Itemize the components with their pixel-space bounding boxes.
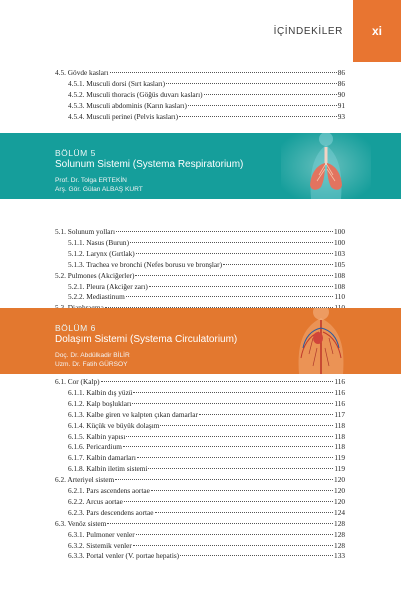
- toc-entry-label: 6.1.8. Kalbin iletim sistemi: [68, 464, 148, 474]
- chapter-title: Solunum Sistemi (Systema Respiratorium): [55, 159, 244, 170]
- toc-entry: [68, 508, 345, 518]
- chapter-title: Dolaşım Sistemi (Systema Circulatorium): [55, 334, 238, 345]
- chapter-5-banner: [0, 133, 401, 199]
- toc-leader-dots: [148, 468, 333, 469]
- toc-entry-label: 6.1.2. Kalp boşlukları: [68, 398, 132, 408]
- chapter-author: Arş. Gör. Gülan ALBAŞ KURT: [55, 186, 143, 193]
- toc-entry-label: 5.2. Pulmones (Akciğerler): [55, 270, 135, 280]
- toc-leader-dots: [132, 403, 333, 404]
- toc-entry-page: 117: [334, 409, 345, 419]
- toc-entry-page: 108: [334, 270, 345, 280]
- toc-entry-page: 116: [334, 387, 345, 397]
- toc-entry-label: 5.1.1. Nasus (Burun): [68, 237, 130, 247]
- toc-leader-dots: [133, 545, 333, 546]
- toc-entry: [68, 410, 345, 420]
- lungs-illustration-icon: [281, 133, 371, 199]
- toc-leader-dots: [223, 264, 333, 265]
- toc-entry: [68, 249, 345, 259]
- toc-entry: [68, 530, 345, 540]
- toc-leader-dots: [110, 72, 337, 73]
- toc-entry: [68, 453, 345, 463]
- toc-leader-dots: [116, 231, 333, 232]
- chapter-number: BÖLÜM 6: [55, 323, 96, 333]
- toc-leader-dots: [137, 457, 333, 458]
- toc-entry-label: 4.5.1. Musculi dorsi (Sırt kasları): [68, 78, 166, 88]
- chapter-author: Doç. Dr. Abdülkadir BİLİR: [55, 352, 130, 359]
- toc-entry: [68, 421, 345, 431]
- chapter-number: BÖLÜM 5: [55, 148, 96, 158]
- toc-entry: [68, 497, 345, 507]
- toc-entry-page: 90: [337, 89, 345, 99]
- toc-entry-label: 6.2.1. Pars ascendens aortae: [68, 486, 150, 495]
- toc-leader-dots: [135, 275, 333, 276]
- toc-leader-dots: [188, 105, 337, 106]
- chapter-author: Uzm. Dr. Fatih GÜRSOY: [55, 361, 128, 368]
- toc-entry: [68, 79, 345, 89]
- toc-leader-dots: [124, 501, 333, 502]
- toc-entry: [68, 551, 345, 561]
- toc-entry-label: 4.5.3. Musculi abdominis (Karın kasları): [68, 100, 187, 110]
- toc-entry: [68, 541, 345, 551]
- toc-leader-dots: [179, 116, 337, 117]
- toc-entry-page: 120: [334, 486, 345, 495]
- page-number: xi: [353, 0, 401, 62]
- toc-entry-page: 118: [334, 431, 345, 441]
- toc-entry: [68, 292, 345, 302]
- toc-leader-dots: [180, 555, 333, 556]
- toc-entry-page: 120: [334, 496, 345, 506]
- toc-entry-page: 91: [337, 100, 345, 110]
- toc-leader-dots: [123, 446, 333, 447]
- toc-entry: [68, 464, 345, 474]
- toc-leader-dots: [107, 523, 333, 524]
- toc-leader-dots: [133, 392, 333, 393]
- toc-entry: [68, 238, 345, 248]
- toc-entry-label: 4.5.4. Musculi perinei (Pelvis kasları): [68, 111, 179, 121]
- toc-leader-dots: [126, 296, 334, 297]
- toc-entry-page: 86: [337, 78, 345, 88]
- header-title: İÇİNDEKİLER: [273, 26, 343, 37]
- toc-leader-dots: [199, 414, 333, 415]
- toc-entry-page: 116: [334, 398, 345, 408]
- toc-entry-label: 6.1.6. Pericardium: [68, 442, 122, 452]
- toc-entry-label: 4.5.2. Musculi thoracis (Göğüs duvarı kasları): [68, 89, 203, 99]
- toc-entry-page: 86: [337, 68, 345, 77]
- toc-entry: [68, 112, 345, 122]
- toc-entry-label: 6.1.7. Kalbin damarları: [68, 453, 136, 463]
- toc-entry-page: 118: [334, 442, 345, 452]
- toc-entry-label: 4.5. Gövde kasları: [55, 68, 109, 77]
- toc-entry: [68, 486, 345, 496]
- toc-entry-page: 103: [334, 248, 345, 258]
- toc-entry-page: 120: [334, 475, 345, 485]
- toc-entry-label: 6.1.1. Kalbin dış yüzü: [68, 387, 133, 397]
- toc-entry-page: 128: [334, 529, 345, 539]
- toc-entry-label: 6.1.4. Küçük ve büyük dolaşım: [68, 420, 160, 430]
- chapter-6-banner: [0, 308, 401, 374]
- toc-entry: [68, 260, 345, 270]
- toc-entry-label: 5.2.1. Pleura (Akciğer zarı): [68, 281, 148, 291]
- toc-entry: [68, 388, 345, 398]
- toc-entry: [55, 475, 345, 485]
- toc-entry-page: 118: [334, 420, 345, 430]
- toc-entry-page: 93: [337, 111, 345, 121]
- toc-entry: [68, 101, 345, 111]
- toc-leader-dots: [149, 286, 333, 287]
- toc-entry-label: 6.2.3. Pars descendens aortae: [68, 507, 154, 517]
- toc-entry-page: 128: [334, 540, 345, 550]
- toc-entry: [68, 442, 345, 452]
- toc-entry-page: 105: [334, 259, 345, 269]
- toc-entry: [55, 519, 345, 529]
- toc-entry-label: 6.1.5. Kalbin yapısı: [68, 431, 126, 441]
- toc-leader-dots: [126, 436, 333, 437]
- toc-entry-label: 6.3.1. Pulmoner venler: [68, 529, 135, 539]
- toc-entry-page: 119: [334, 453, 345, 463]
- toc-entry-page: 119: [334, 464, 345, 474]
- toc-leader-dots: [155, 512, 334, 513]
- toc-entry-label: 6.2. Arteriyel sistem: [55, 475, 115, 485]
- toc-leader-dots: [101, 381, 334, 382]
- toc-entry-label: 5.1.3. Trachea ve bronchi (Nefes borusu ve bronşlar): [68, 259, 223, 269]
- toc-entry-page: 128: [334, 518, 345, 528]
- toc-leader-dots: [136, 253, 333, 254]
- chapter-author: Prof. Dr. Tolga ERTEKİN: [55, 177, 127, 184]
- toc-entry-label: 6.3.3. Portal venler (V. portae hepatis): [68, 551, 180, 561]
- toc-entry-label: 5.1. Solunum yolları: [55, 227, 115, 236]
- toc-entry-page: 100: [334, 227, 345, 236]
- toc-leader-dots: [115, 479, 333, 480]
- toc-entry-page: 116: [334, 377, 345, 386]
- toc-leader-dots: [151, 490, 333, 491]
- toc-entry-label: 5.1.2. Larynx (Gırtlak): [68, 248, 135, 258]
- toc-entry: [68, 399, 345, 409]
- toc-entry-page: 108: [334, 281, 345, 291]
- toc-entry: [55, 377, 345, 387]
- toc-leader-dots: [166, 83, 337, 84]
- toc-leader-dots: [160, 425, 333, 426]
- toc-entry-page: 124: [334, 507, 345, 517]
- circulatory-illustration-icon: [271, 308, 371, 374]
- toc-entry-page: 133: [334, 551, 345, 561]
- toc-entry: [55, 271, 345, 281]
- toc-leader-dots: [204, 94, 337, 95]
- toc-entry-label: 6.3.2. Sistemik venler: [68, 540, 132, 550]
- toc-entry-label: 6.1. Cor (Kalp): [55, 377, 100, 386]
- toc-entry-page: 110: [334, 292, 345, 302]
- toc-entry: [55, 68, 345, 78]
- toc-entry: [55, 227, 345, 237]
- toc-leader-dots: [136, 534, 333, 535]
- page-header: [0, 0, 401, 60]
- toc-leader-dots: [130, 242, 333, 243]
- toc-entry: [68, 432, 345, 442]
- toc-entry-label: 6.3. Venöz sistem: [55, 518, 107, 528]
- toc-entry-label: 6.2.2. Arcus aortae: [68, 496, 123, 506]
- toc-entry-label: 6.1.3. Kalbe giren ve kalpten çıkan damarlar: [68, 409, 198, 419]
- toc-entry-page: 100: [334, 237, 345, 247]
- toc-entry: [68, 90, 345, 100]
- toc-entry: [68, 282, 345, 292]
- toc-entry-label: 5.2.2. Mediastinum: [68, 292, 125, 302]
